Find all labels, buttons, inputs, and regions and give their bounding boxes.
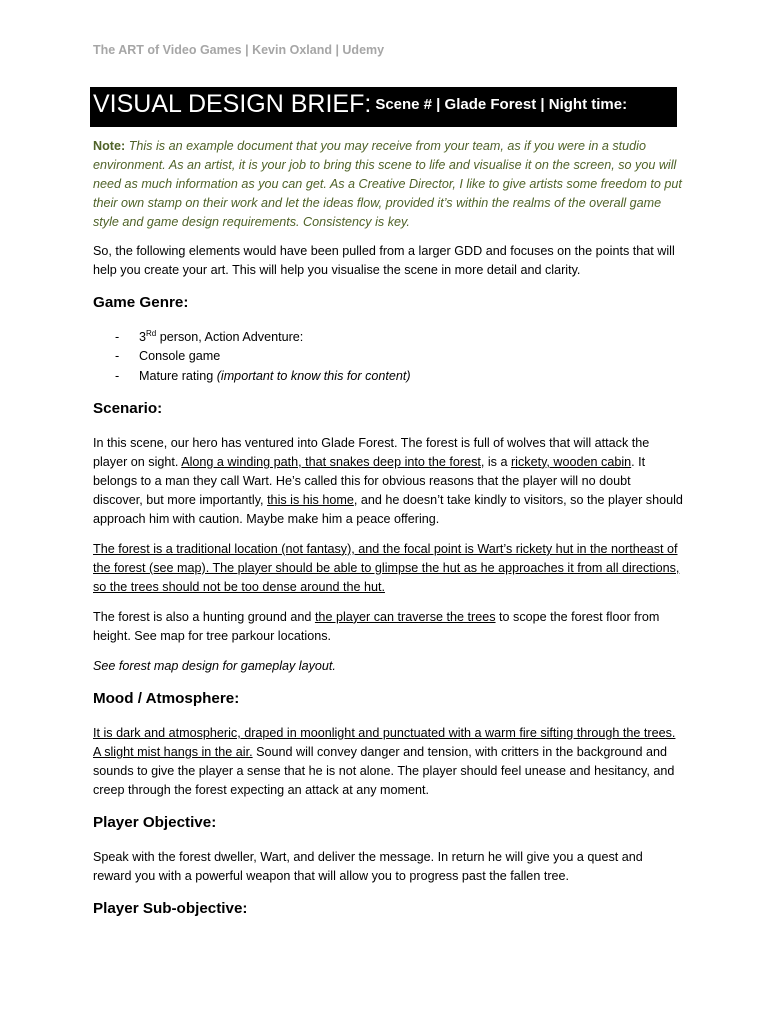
note-paragraph	[93, 137, 683, 232]
running-header: The ART of Video Games | Kevin Oxland | Udemy	[93, 43, 385, 57]
objective-heading: Player Objective:	[93, 813, 217, 831]
genre-item: - Console game	[115, 349, 221, 364]
sub-objective-heading: Player Sub-objective:	[93, 899, 248, 917]
genre-item: - Mature rating (important to know this for content)	[115, 368, 411, 383]
title-bar	[90, 87, 677, 127]
title-sub: Scene # | Glade Forest | Night time:	[375, 95, 628, 113]
scenario-paragraph-4: See forest map design for gameplay layout.	[93, 658, 336, 673]
note-label: Note:	[93, 139, 126, 153]
scenario-paragraph-3: The forest is also a hunting ground and the player can traverse the trees to scope the forest floor from height. See map for tree parkour locations.	[93, 609, 660, 643]
mood-paragraph: It is dark and atmospheric, draped in moonlight and punctuated with a warm fire sifting through the trees. A slight mist hangs in the air. Sound will convey danger and tension, with critters in the background and sounds to give the player a sense that he is not alone. The player should feel unease and hesitancy, and creep through the forest expecting an attack at any moment.	[93, 725, 676, 797]
game-genre-heading: Game Genre:	[93, 294, 189, 311]
scenario-heading: Scenario:	[93, 399, 163, 417]
objective-paragraph: Speak with the forest dweller, Wart, and deliver the message. In return he will give you a quest and reward you with a powerful weapon that will allow you to progress past the fallen tree.	[93, 849, 643, 883]
title-main: VISUAL DESIGN BRIEF:	[93, 90, 372, 118]
mood-heading: Mood / Atmosphere:	[93, 689, 240, 707]
intro-paragraph: So, the following elements would have been pulled from a larger GDD and focuses on the points that will help you create your art. This will help you visualise the scene in more detail and clarity.	[93, 244, 675, 277]
note-text: This is an example document that you may receive from your team, as if you were in a studio environment. As an artist, it is your job to bring this scene to life and visualise it on the screen, so you will need as much information as you can get. As a Creative Director, I like to give artists some freedom to put their own stamp on their work and let the ideas flow, provided it’s within the realms of the overall game style and game design requirements. Consistency is key.	[93, 139, 682, 229]
scenario-paragraph-1: In this scene, our hero has ventured into Glade Forest. The forest is full of wolves that will attack the player on sight. Along a winding path, that snakes deep into the forest, is a rickety, wooden cabin. It belongs to a man they call Wart. He’s called this for obvious reasons that the player will no doubt discover, but more importantly, this is his home, and he doesn’t take kindly to visitors, so the player should approach him with caution. Maybe make him a peace offering.	[93, 435, 683, 526]
document-body	[93, 137, 683, 934]
genre-list	[93, 328, 683, 386]
scenario-paragraph-2: The forest is a traditional location (not fantasy), and the focal point is Wart’s rickety hut in the northeast of the forest (see map). The player should be able to glimpse the hut as he approaches it from all directions, so the trees should not be too dense around the hut.	[93, 541, 680, 594]
genre-item: - 3Rd person, Action Adventure:	[115, 328, 304, 344]
